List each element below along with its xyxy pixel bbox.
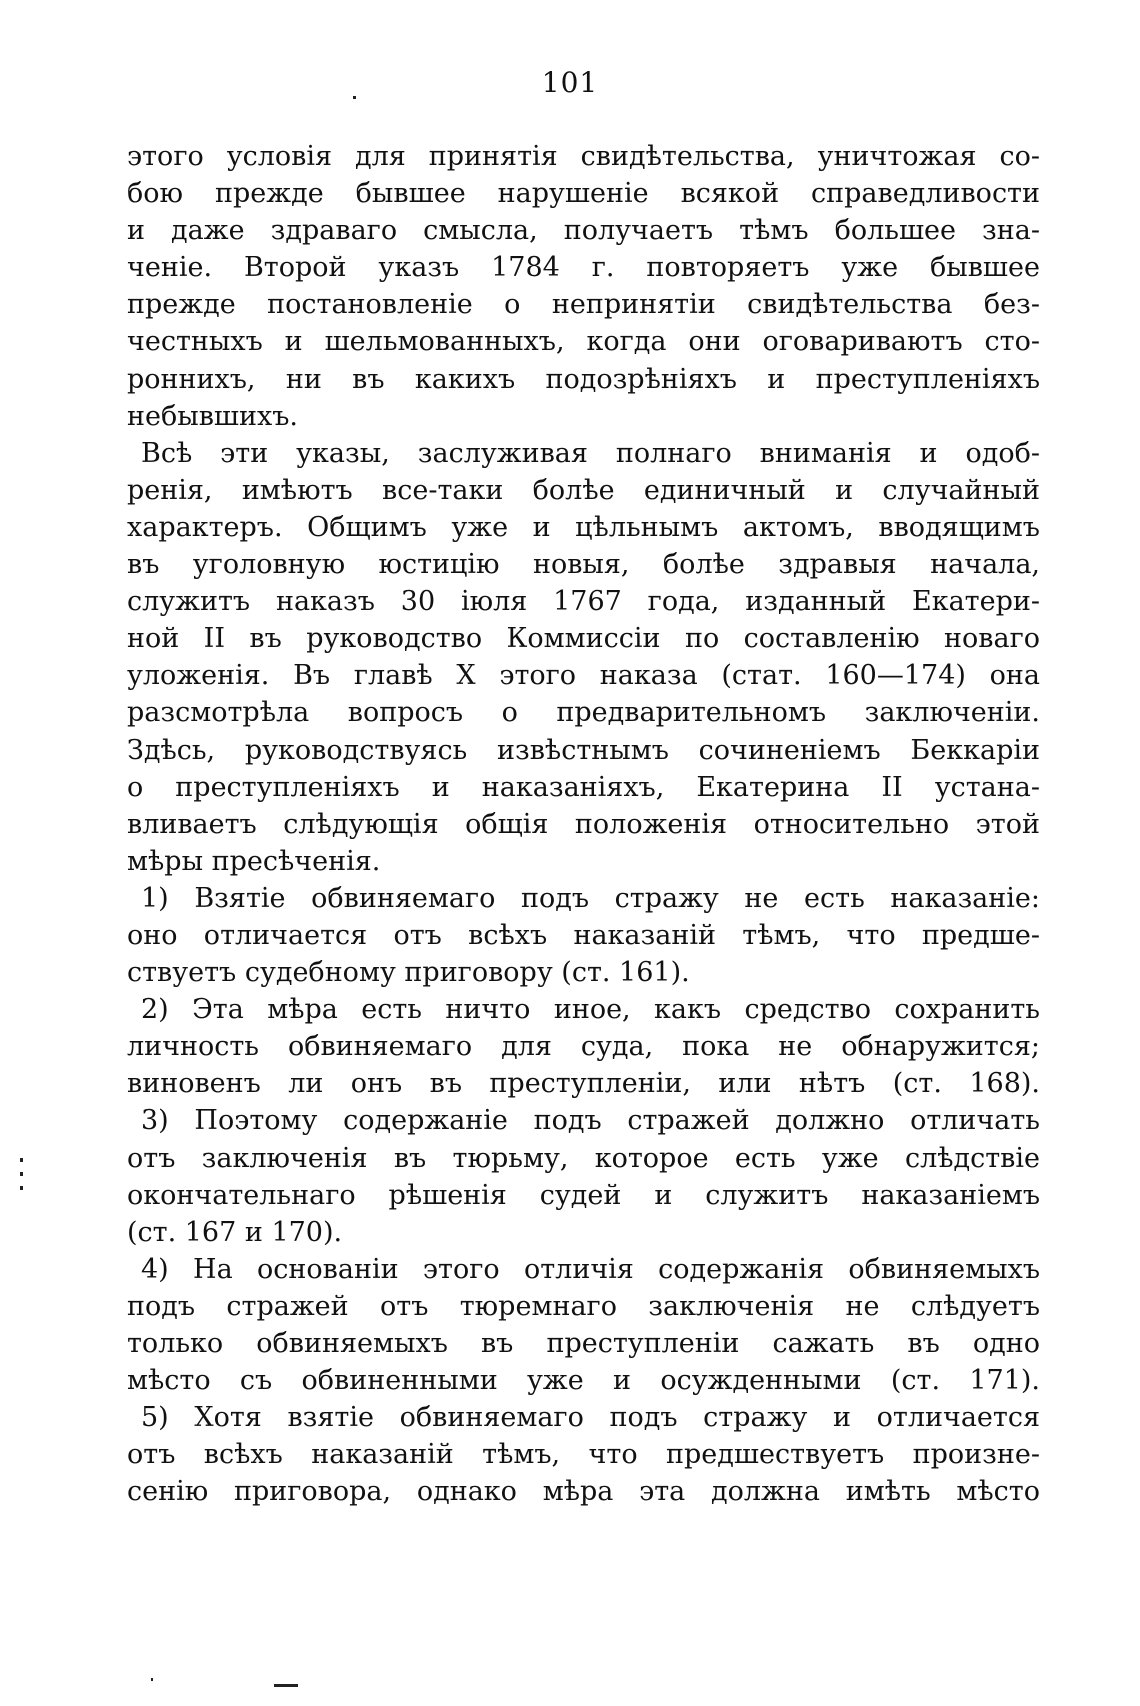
text-line: только обвиняемыхъ въ преступленіи сажать въ одно <box>127 1328 1040 1359</box>
scan-speck <box>20 1158 23 1162</box>
text-line: (ст. 167 и 170). <box>127 1216 343 1248</box>
text-line: окончательнаго рѣшенія судей и служитъ наказаніемъ <box>127 1179 1040 1211</box>
text-line: уложенія. Въ главѣ X этого наказа (стат. 160—174) она <box>127 660 1040 692</box>
text-line: 2) Эта мѣра есть ничто иное, какъ средство сохранить <box>141 994 1040 1026</box>
text-line: въ уголовную юстицію новыя, болѣе здравыя начала, <box>127 549 1040 581</box>
text-line: сенію приговора, однако мѣра эта должна имѣть мѣсто <box>127 1476 1040 1508</box>
text-line: виновенъ ли онъ въ преступленіи, или нѣтъ (ст. 168). <box>127 1068 1040 1100</box>
scan-speck <box>151 1678 153 1681</box>
text-line: характеръ. Общимъ уже и цѣльнымъ актомъ, вводящимъ <box>127 511 1040 543</box>
text-line: вливаетъ слѣдующія общія положенія относительно этой <box>127 808 1040 840</box>
text-line: мѣры пресѣченія. <box>127 845 381 877</box>
text-line: ченіе. Второй указъ 1784 г. повторяетъ уже бывшее <box>127 252 1040 284</box>
text-line: и даже здраваго смысла, получаетъ тѣмъ большее зна- <box>127 215 1040 247</box>
text-line: о преступленіяхъ и наказаніяхъ, Екатерина II устана- <box>127 771 1040 803</box>
text-line: Здѣсь, руководствуясь извѣстнымъ сочиненіемъ Беккаріи <box>127 734 1040 766</box>
text-line: Всѣ эти указы, заслуживая полнаго вниманія и одоб- <box>141 437 1040 469</box>
text-line: отъ всѣхъ наказаній тѣмъ, что предшествуетъ произне- <box>127 1439 1040 1471</box>
text-line: отъ заключенія въ тюрьму, которое есть уже слѣдствіе <box>127 1142 1040 1174</box>
text-line: небывшихъ. <box>127 400 299 432</box>
text-line: подъ стражей отъ тюремнаго заключенія не слѣдуетъ <box>127 1290 1040 1322</box>
text-line: ствуетъ судебному приговору (ст. 161). <box>127 957 690 989</box>
text-line: этого условія для принятія свидѣтельства, уничтожая со- <box>127 141 1040 172</box>
text-line: разсмотрѣла вопросъ о предварительномъ заключеніи. <box>127 697 1040 729</box>
text-line: роннихъ, ни въ какихъ подозрѣніяхъ и преступленіяхъ <box>127 363 1040 395</box>
text-line: ной II въ руководство Коммиссіи по составленію новаго <box>127 623 1040 655</box>
page-number: 101 <box>541 66 599 99</box>
scan-speck <box>274 1684 298 1687</box>
text-line: 5) Хотя взятіе обвиняемаго подъ стражу и отличается <box>141 1402 1040 1434</box>
text-line: прежде постановленіе о непринятіи свидѣтельства без- <box>127 289 1040 321</box>
scan-speck <box>353 96 356 99</box>
text-line: 1) Взятіе обвиняемаго подъ стражу не есть наказаніе: <box>141 882 1040 914</box>
text-line: бою прежде бывшее нарушеніе всякой справедливости <box>127 178 1040 210</box>
text-line: 3) Поэтому содержаніе подъ стражей должно отличать <box>141 1105 1040 1137</box>
text-line: служитъ наказъ 30 іюля 1767 года, изданный Екатери- <box>127 586 1040 618</box>
text-line: 4) На основаніи этого отличія содержанія обвиняемыхъ <box>141 1253 1040 1285</box>
body-text <box>127 138 1040 1510</box>
text-line: мѣсто съ обвиненными уже и осужденными (ст. 171). <box>127 1365 1040 1397</box>
text-line: ренія, имѣютъ все-таки болѣе единичный и случайный <box>127 474 1040 506</box>
text-line: честныхъ и шельмованныхъ, когда они оговариваютъ сто- <box>127 326 1040 358</box>
text-line: личность обвиняемаго для суда, пока не обнаружится; <box>127 1031 1040 1063</box>
text-line: оно отличается отъ всѣхъ наказаній тѣмъ, что предше- <box>127 919 1040 951</box>
scan-speck <box>20 1186 23 1190</box>
scan-speck <box>20 1172 23 1176</box>
